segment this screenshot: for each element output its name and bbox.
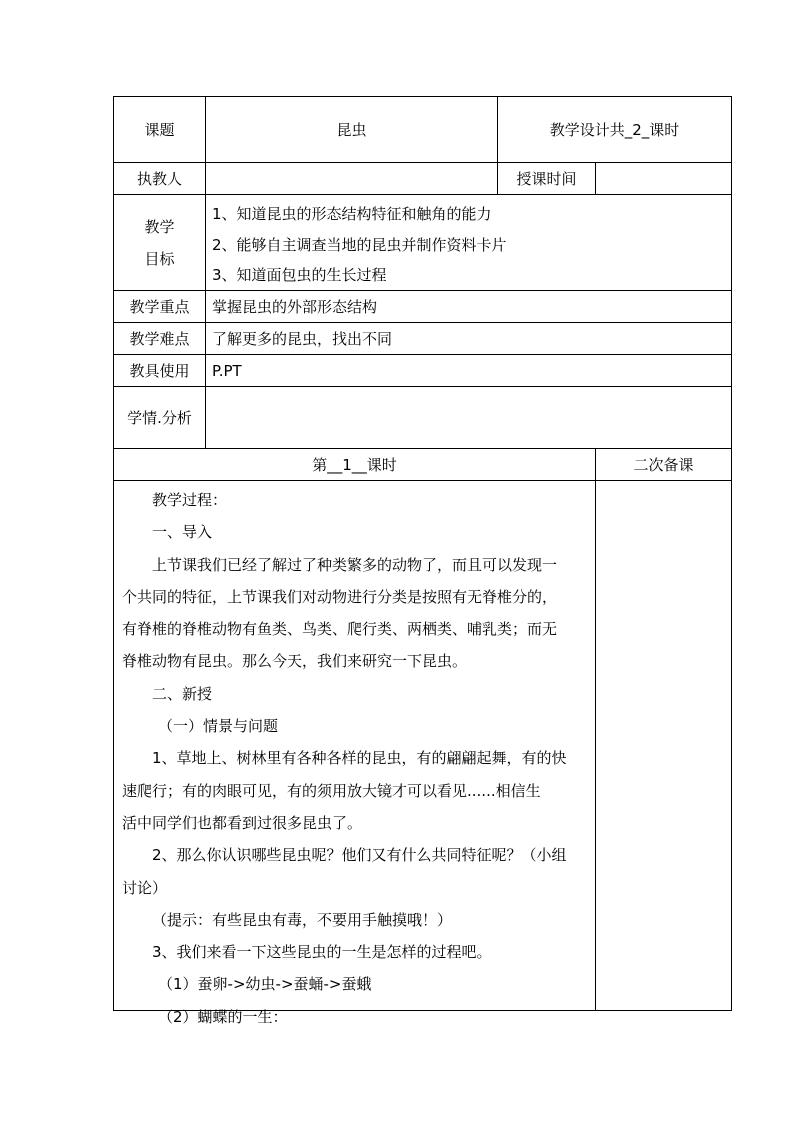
process-line: 个共同的特征，上节课我们对动物进行分类是按照有无脊椎分的， xyxy=(122,587,558,606)
analysis-label: 学情.分析 xyxy=(127,409,192,427)
teacher-row xyxy=(114,163,731,195)
process-line: 2、那么你认识哪些昆虫呢？他们又有什么共同特征呢？（小组 xyxy=(152,846,567,865)
topic-label: 课题 xyxy=(144,121,175,139)
second-prep-notes xyxy=(595,481,731,1010)
teaching-process xyxy=(114,481,595,1026)
session-title: 第__1__课时 xyxy=(312,456,397,474)
design-info: 教学设计共_2_课时 xyxy=(497,97,731,162)
objective-item: 2、能够自主调查当地的昆虫并制作资料卡片 xyxy=(212,235,507,254)
process-line: 脊椎动物有昆虫。那么今天，我们来研究一下昆虫。 xyxy=(122,652,468,671)
objectives-list xyxy=(205,195,731,290)
topic-value: 昆虫 xyxy=(205,97,497,162)
lesson-plan-table xyxy=(113,96,732,1026)
topic-row xyxy=(114,97,731,163)
key-point-label: 教学重点 xyxy=(129,298,190,316)
difficulty-value: 了解更多的昆虫，找出不同 xyxy=(205,323,731,354)
key-point-row xyxy=(114,291,731,323)
objectives-label-line2: 目标 xyxy=(144,249,175,268)
key-point-value: 掌握昆虫的外部形态结构 xyxy=(205,291,731,322)
process-heading: 教学过程： xyxy=(152,491,228,509)
class-time-label: 授课时间 xyxy=(497,163,595,194)
process-row xyxy=(114,481,731,1026)
difficulty-row xyxy=(114,323,731,355)
process-line: 有脊椎的脊椎动物有鱼类、鸟类、爬行类、两栖类、哺乳类；而无 xyxy=(122,620,558,639)
process-line: 3、我们来看一下这些昆虫的一生是怎样的过程吧。 xyxy=(152,943,492,962)
process-line: 速爬行；有的肉眼可见，有的须用放大镜才可以看见......相信生 xyxy=(122,781,541,800)
process-step: （2）蝴蝶的一生： xyxy=(158,1007,288,1026)
objectives-label xyxy=(114,195,205,290)
process-line: 1、草地上、树林里有各种各样的昆虫，有的翩翩起舞，有的快 xyxy=(152,749,567,768)
teacher-value xyxy=(205,163,497,194)
section-intro: 一、导入 xyxy=(152,523,213,542)
tools-label: 教具使用 xyxy=(129,362,190,380)
tools-row xyxy=(114,355,731,387)
process-line: 讨论） xyxy=(122,878,168,897)
teacher-label: 执教人 xyxy=(136,170,182,188)
objective-item: 3、知道面包虫的生长过程 xyxy=(212,266,387,284)
session-header-row xyxy=(114,449,731,481)
process-line: 上节课我们已经了解过了种类繁多的动物了，而且可以发现一 xyxy=(152,555,558,574)
class-time-value xyxy=(595,163,731,194)
process-step: （1）蚕卵->幼虫->蚕蛹->蚕蛾 xyxy=(158,975,372,994)
section-new-lesson: 二、新授 xyxy=(152,684,213,703)
subsection-scenario: （一）情景与问题 xyxy=(158,717,279,736)
process-line: 活中同学们也都看到过很多昆虫了。 xyxy=(122,813,363,832)
tools-value: P.PT xyxy=(205,355,731,386)
process-hint: （提示：有些昆虫有毒，不要用手触摸哦！） xyxy=(152,910,453,929)
second-prep-label: 二次备课 xyxy=(595,449,731,480)
objective-item: 1、知道昆虫的形态结构特征和触角的能力 xyxy=(212,205,492,223)
analysis-value xyxy=(205,387,731,448)
objectives-row xyxy=(114,195,731,291)
analysis-row xyxy=(114,387,731,449)
objectives-label-line1: 教学 xyxy=(144,217,175,236)
difficulty-label: 教学难点 xyxy=(129,330,190,348)
